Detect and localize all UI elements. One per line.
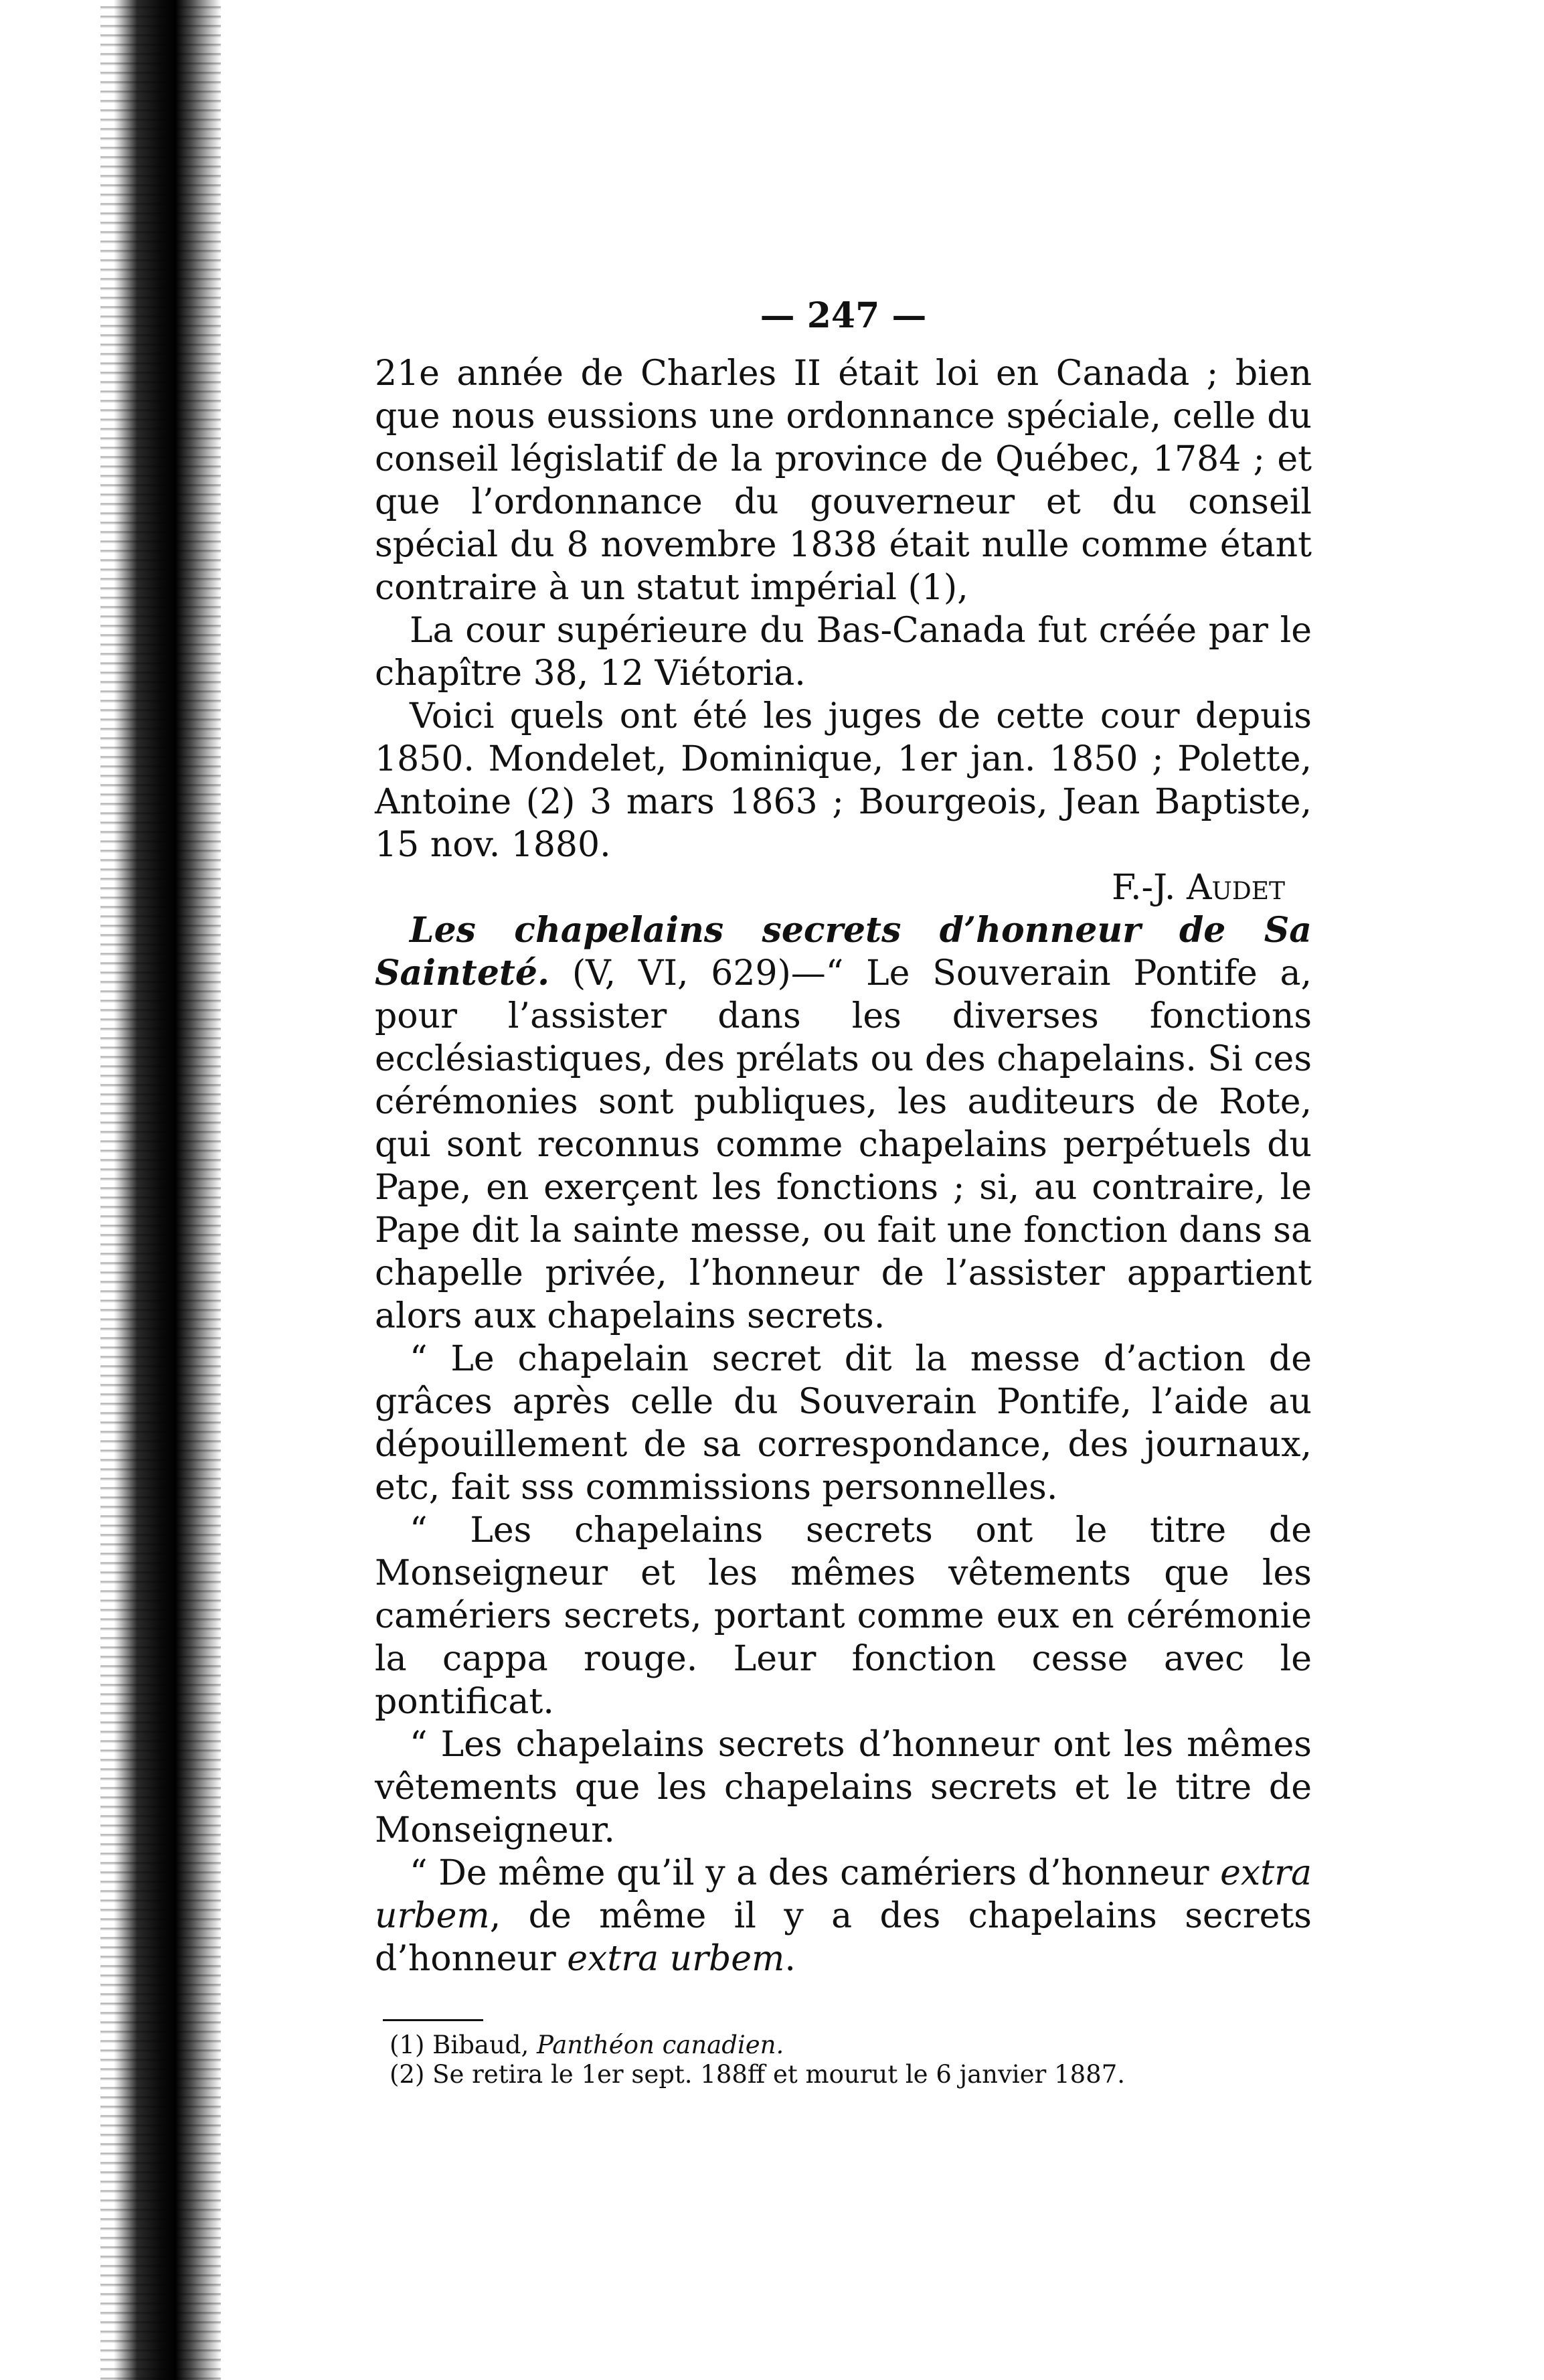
footnote-1-title: Panthéon canadien.: [536, 2031, 784, 2059]
entry-paragraph: [375, 909, 1312, 1338]
quote-text-part: , de même il y a des chapelains secrets d’honneur: [375, 1896, 1312, 1979]
paragraph-cour-superieure: La cour supérieure du Bas-Canada fut créée par le chapître 38, 12 Viétoria.: [375, 611, 1312, 694]
quote-paragraph-1: “ Le chapelain secret dit la messe d’action de grâces après celle du Souverain Pontife, l’aide au dépouillement de sa correspondance, des journaux, etc, fait sss commissions personnelles.: [375, 1339, 1312, 1508]
footnote-2: (2) Se retira le 1er sept. 188ff et mourut le 6 janvier 1887.: [390, 2060, 1125, 2089]
latin-phrase: extra urbem: [375, 1853, 1312, 1936]
author-signature: F.-J. Audet: [1112, 868, 1285, 908]
latin-phrase: extra urbem: [567, 1939, 785, 1979]
entry-text: (V, VI, 629)—“ Le Souverain Pontife a, pour l’assister dans les diverses fonctions ecclésiastiques, des prélats ou des chapelains. Si ces cérémonies sont publiques, les auditeurs de Rote, qui sont reconnus comme chapelains perpétuels du Pape, en exerçent les fonctions ; si, au contraire, le Pape dit la sainte messe, ou fait une fonction dans sa chapelle privée, l’honneur de l’assister appartient alors aux chapelains secrets.: [375, 953, 1312, 1336]
page-number: — 247 —: [760, 295, 927, 336]
footnote-1-text: (1) Bibaud,: [390, 2031, 537, 2059]
scanned-binding-edge: [0, 0, 221, 2380]
footnote-1: [390, 2031, 1312, 2060]
paragraph-juges: Voici quels ont été les juges de cette cour depuis 1850. Mondelet, Dominique, 1er jan. 1850 ; Polette, Antoine (2) 3 mars 1863 ; Bourgeois, Jean Baptiste, 15 nov. 1880.: [375, 696, 1312, 865]
page-body: [375, 295, 1312, 2089]
quote-paragraph-3: “ Les chapelains secrets d’honneur ont les mêmes vêtements que les chapelains secrets et le titre de Monseigneur.: [375, 1725, 1312, 1850]
quote-paragraph-4: [375, 1852, 1312, 1980]
entry-title: Les chapelains secrets d’honneur de Sa Sainteté.: [375, 910, 1312, 994]
quote-text-part: .: [784, 1939, 796, 1979]
quote-text-part: “ De même qu’il y a des camériers d’honneur: [410, 1853, 1221, 1893]
footnote-divider: [383, 2019, 483, 2021]
quote-paragraph-2: “ Les chapelains secrets ont le titre de Monseigneur et les mêmes vêtements que les camériers secrets, portant comme eux en cérémonie la cappa rouge. Leur fonction cesse avec le pontificat.: [375, 1510, 1312, 1722]
paragraph-continuation: 21e année de Charles II était loi en Canada ; bien que nous eussions une ordonnance spéciale, celle du conseil législatif de la province de Québec, 1784 ; et que l’ordonnance du gouverneur et du conseil spécial du 8 novembre 1838 était nulle comme étant contraire à un statut impérial (1),: [375, 353, 1312, 608]
